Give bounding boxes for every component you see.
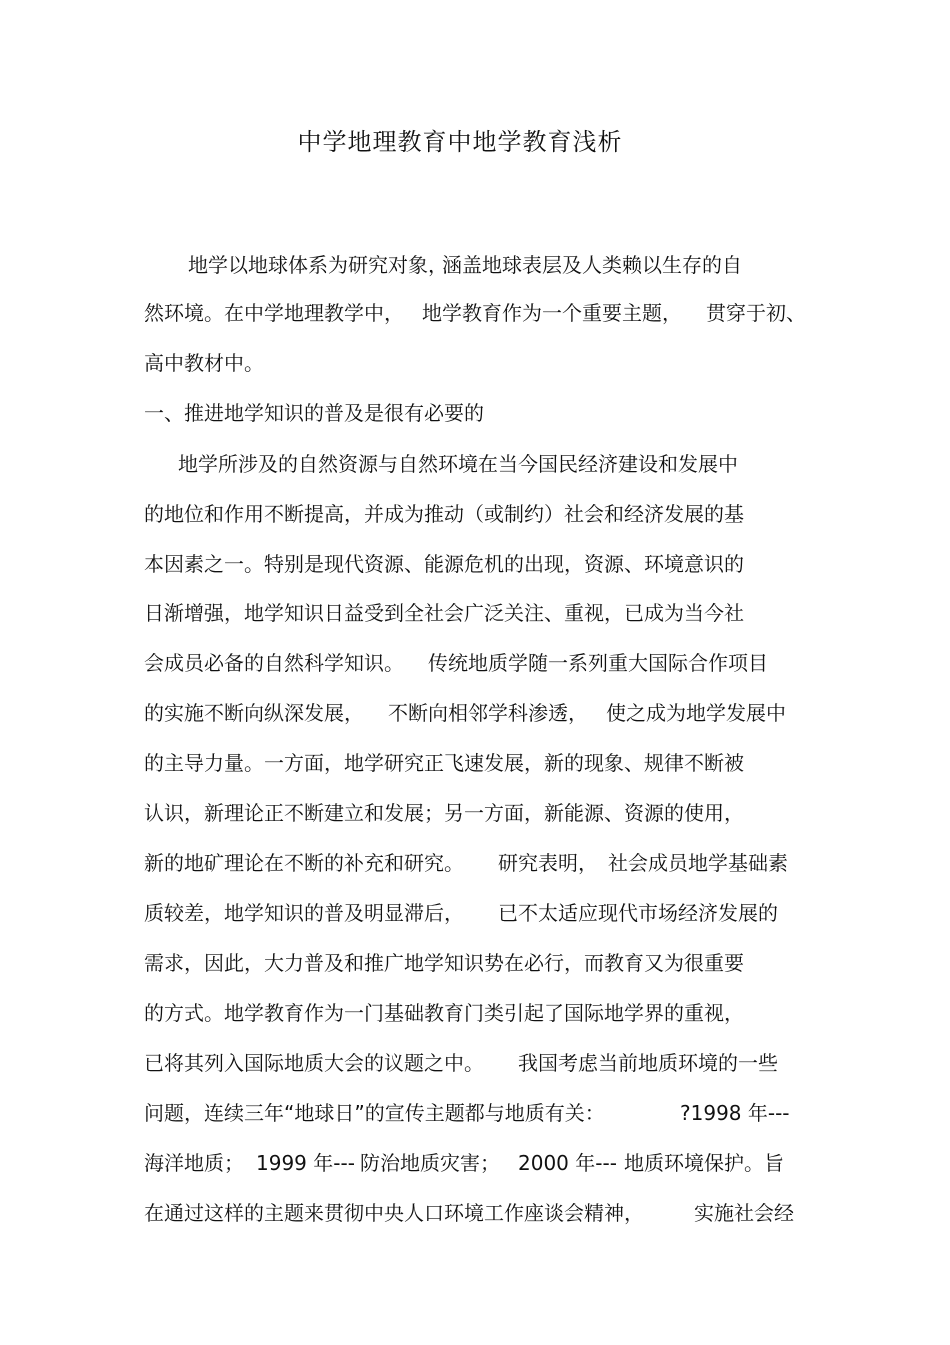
text-segment: 然环境。在中学地理教学中， (144, 301, 404, 325)
text-line (144, 550, 744, 578)
text-segment: 质较差，地学知识的普及明显滞后， (144, 901, 464, 925)
text-line (144, 500, 744, 528)
text-segment: 在通过这样的主题来贯彻中央人口环境工作座谈会精神， (144, 1201, 644, 1225)
text-segment: 的地位和作用不断提高，并成为推动（或制约）社会和经济发展的基 (144, 502, 744, 526)
text-line (144, 799, 744, 827)
text-segment: 防治地质灾害； (360, 1151, 500, 1175)
text-segment: 已不太适应现代市场经济发展的 (498, 901, 778, 925)
text-segment: 1999 年--- (256, 1151, 355, 1175)
text-segment: 认识，新理论正不断建立和发展；另一方面，新能源、资源的使用， (144, 801, 744, 825)
text-segment: 地学所涉及的自然资源与自然环境在当今国民经济建设和发展中 (178, 452, 738, 476)
text-segment: 已将其列入国际地质大会的议题之中。 (144, 1051, 484, 1075)
text-segment: 不断向相邻学科渗透， (388, 701, 588, 725)
text-line (144, 349, 264, 377)
text-segment: 实施社会经 (694, 1201, 794, 1225)
text-segment: ?1998 年--- (680, 1101, 790, 1125)
text-segment: 地质环境保护。旨 (624, 1151, 784, 1175)
text-segment: 使之成为地学发展中 (606, 701, 786, 725)
text-segment: 高中教材中。 (144, 351, 264, 375)
text-segment: 问题，连续三年“地球日”的宣传主题都与地质有关： (144, 1101, 605, 1125)
text-line (144, 749, 744, 777)
text-line (144, 999, 744, 1027)
text-segment: 地学教育作为一个重要主题， (422, 301, 682, 325)
text-segment: 日渐增强，地学知识日益受到全社会广泛关注、重视，已成为当今社 (144, 601, 744, 625)
text-line (144, 949, 744, 977)
section-heading (144, 399, 484, 427)
text-segment: 的方式。地学教育作为一门基础教育门类引起了国际地学界的重视， (144, 1001, 744, 1025)
text-segment: 研究表明， (498, 851, 598, 875)
text-line (144, 599, 744, 627)
text-segment: 需求，因此，大力普及和推广地学知识势在必行，而教育又为很重要 (144, 951, 744, 975)
text-segment: 涵盖地球表层及人类赖以生存的自 (442, 253, 742, 277)
text-segment: 的实施不断向纵深发展， (144, 701, 364, 725)
text-segment: 新的地矿理论在不断的补充和研究。 (144, 851, 464, 875)
document-title: 中学地理教育中地学教育浅析 (297, 128, 623, 156)
text-segment: 海洋地质； (144, 1151, 244, 1175)
text-segment: 本因素之一。特别是现代资源、能源危机的出现，资源、环境意识的 (144, 552, 744, 576)
text-segment: 的主导力量。一方面，地学研究正飞速发展，新的现象、规律不断被 (144, 751, 744, 775)
text-segment: 一、推进地学知识的普及是很有必要的 (144, 401, 484, 425)
text-segment: 我国考虑当前地质环境的一些 (518, 1051, 778, 1075)
text-segment: 传统地质学随一系列重大国际合作项目 (428, 651, 768, 675)
text-segment: 会成员必备的自然科学知识。 (144, 651, 404, 675)
text-segment: 贯穿于初、 (706, 301, 806, 325)
text-segment: 地学以地球体系为研究对象， (188, 253, 448, 277)
text-segment: 社会成员地学基础素 (608, 851, 788, 875)
text-segment: 2000 年--- (518, 1151, 617, 1175)
